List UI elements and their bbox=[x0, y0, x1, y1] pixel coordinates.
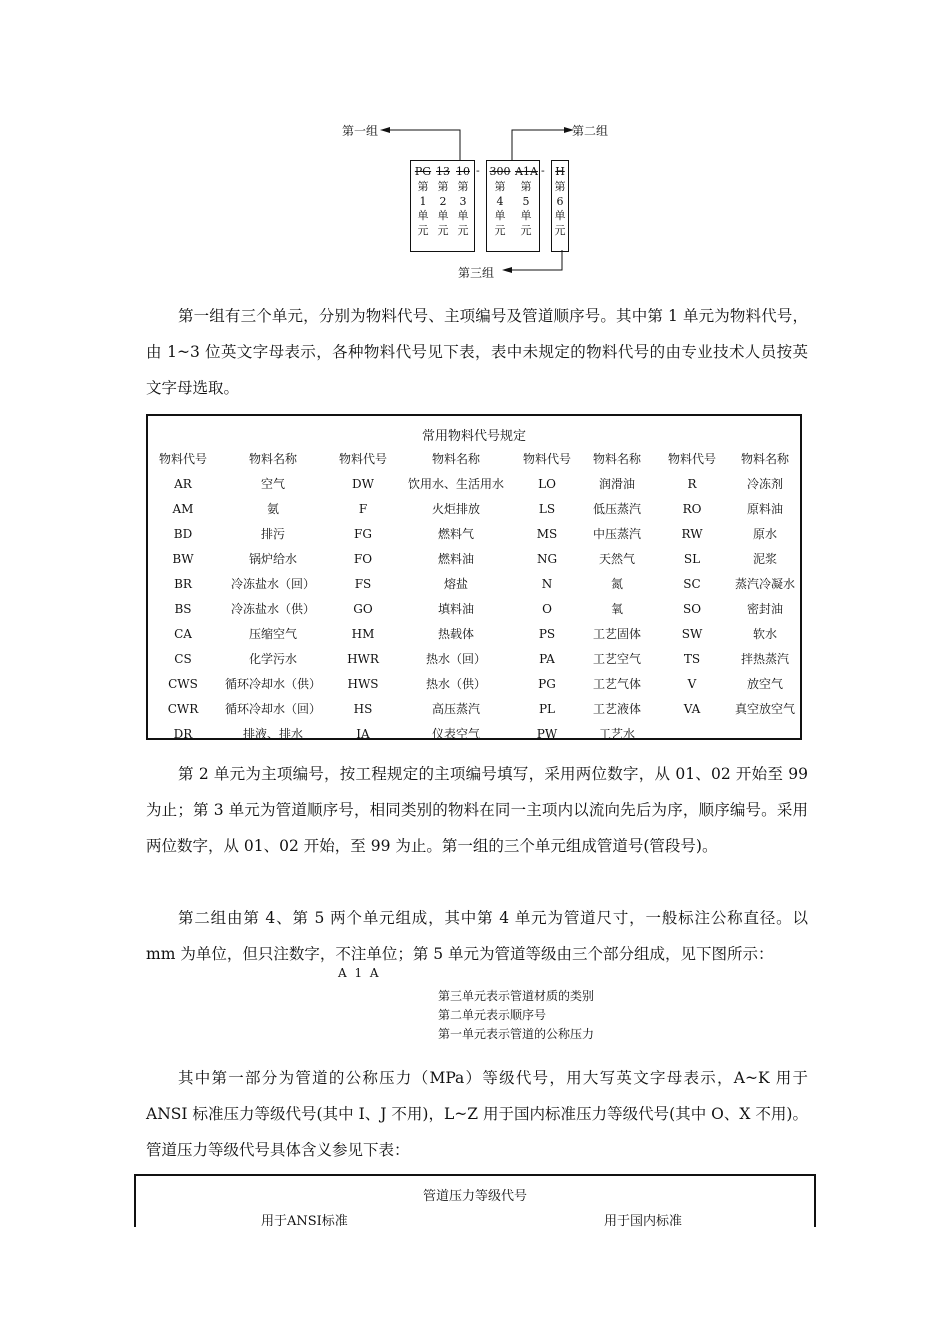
material-code-cell: F bbox=[358, 501, 368, 516]
pipe-code-diagram bbox=[300, 118, 640, 288]
material-code-cell: BD bbox=[173, 526, 193, 541]
material-code-cell: CA bbox=[174, 626, 192, 641]
material-code-cell: PG bbox=[538, 676, 556, 691]
material-name-cell: 仪表空气 bbox=[431, 727, 480, 741]
grade-code: A 1 A bbox=[338, 966, 381, 980]
table-row bbox=[148, 496, 800, 521]
material-name-cell: 拌热蒸汽 bbox=[740, 652, 789, 666]
material-name-cell: 放空气 bbox=[746, 677, 783, 691]
material-name-cell: 工艺空气 bbox=[592, 652, 641, 666]
material-name-cell: 工艺水 bbox=[598, 727, 635, 741]
table-row bbox=[148, 696, 800, 721]
unit-4: 300 第 4 单 元 bbox=[489, 165, 511, 237]
material-code-cell: LO bbox=[538, 476, 556, 491]
material-code-cell: HS bbox=[353, 701, 373, 716]
column-header: 物料代号 bbox=[667, 452, 716, 466]
material-name-cell: 化学污水 bbox=[248, 652, 297, 666]
table-row bbox=[148, 571, 800, 596]
material-name-cell: 热水（供） bbox=[425, 677, 486, 691]
material-name-cell: 氨 bbox=[266, 502, 279, 516]
material-code-cell: DW bbox=[352, 476, 374, 491]
paragraph-4: 其中第一部分为管道的公称压力（MPa）等级代号，用大写英文字母表示，A~K 用于 ANSI 标准压力等级代号(其中 I、J 不用)，L~Z 用于国内标准压力等级代号(其中 O、X 不用)。管道压力等级代号具体含义参见下表： bbox=[146, 1069, 808, 1159]
paragraph-2: 第 2 单元为主项编号，按工程规定的主项编号填写，采用两位数字，从 01、02 开始至 99 为止；第 3 单元为管道顺序号，相同类别的物料在同一主项内以流向先后为序，顺序编号。采用两位数字，从 01、02 开始，至 99 为止。第一组的三个单元组成管道号(管段号)。 bbox=[146, 765, 808, 855]
material-code-cell: V bbox=[687, 676, 697, 691]
material-code-cell: FG bbox=[354, 526, 372, 541]
material-name-cell: 空气 bbox=[260, 477, 285, 491]
material-name-cell: 工艺固体 bbox=[592, 627, 641, 641]
material-code-cell: R bbox=[687, 476, 697, 491]
material-code-cell: DR bbox=[173, 726, 193, 741]
material-name-cell: 低压蒸汽 bbox=[592, 502, 641, 516]
material-code-cell bbox=[654, 721, 730, 746]
pressure-grade-table bbox=[134, 1174, 816, 1227]
material-code-cell: PW bbox=[536, 726, 558, 741]
table-row bbox=[148, 596, 800, 621]
group2-box bbox=[486, 160, 540, 252]
grade-desc-1: 第一单元表示管道的公称压力 bbox=[438, 1027, 595, 1041]
material-code-cell: VA bbox=[683, 701, 701, 716]
separator-1: - bbox=[476, 164, 480, 177]
group1-label: 第一组 bbox=[342, 124, 379, 138]
material-name-cell: 饮用水、生活用水 bbox=[407, 477, 504, 491]
unit-3: 10 第 3 单 元 bbox=[456, 165, 470, 237]
material-code-cell: BS bbox=[174, 601, 192, 616]
grade-desc-2: 第二单元表示顺序号 bbox=[438, 1008, 547, 1022]
material-name-cell: 排污 bbox=[260, 527, 285, 541]
material-name-cell: 真空放空气 bbox=[734, 702, 795, 716]
table-row bbox=[148, 621, 800, 646]
column-header: 物料代号 bbox=[338, 452, 387, 466]
material-name-cell: 蒸汽冷凝水 bbox=[734, 577, 795, 591]
grade-desc-3: 第三单元表示管道材质的类别 bbox=[438, 989, 595, 1003]
group3-box bbox=[551, 160, 569, 252]
material-table-title: 常用物料代号规定 bbox=[421, 429, 526, 444]
table-row bbox=[148, 546, 800, 571]
material-name-cell: 泥浆 bbox=[752, 552, 777, 566]
material-code-cell: MS bbox=[536, 526, 558, 541]
material-name-cell: 冷冻剂 bbox=[746, 477, 783, 491]
table-row bbox=[148, 646, 800, 671]
material-code-cell: SW bbox=[681, 626, 703, 641]
material-name-cell: 密封油 bbox=[746, 602, 783, 616]
material-code-cell: CS bbox=[174, 651, 192, 666]
material-code-cell: GO bbox=[353, 601, 373, 616]
paragraph-1: 第一组有三个单元，分别为物料代号、主项编号及管道顺序号。其中第 1 单元为物料代号，由 1~3 位英文字母表示，各种物料代号见下表，表中未规定的物料代号的由专业技术人员按英文字母选取。 bbox=[146, 307, 808, 397]
pressure-table-title: 管道压力等级代号 bbox=[422, 1189, 527, 1204]
unit-5: A1A 第 5 单 元 bbox=[515, 165, 538, 237]
material-code-cell: HM bbox=[351, 626, 375, 641]
material-code-cell: HWS bbox=[347, 676, 379, 691]
material-name-cell: 填料油 bbox=[437, 602, 474, 616]
unit-1: PG 第 1 单 元 bbox=[414, 165, 432, 237]
material-name-cell: 燃料油 bbox=[437, 552, 474, 566]
material-code-cell: CWS bbox=[168, 676, 198, 691]
material-name-cell: 循环冷却水（回） bbox=[224, 702, 321, 716]
material-name-cell: 排液、排水 bbox=[242, 727, 303, 741]
material-name-cell: 中压蒸汽 bbox=[592, 527, 641, 541]
separator-2: - bbox=[541, 164, 545, 177]
material-code-cell: RO bbox=[682, 501, 702, 516]
material-table-grid bbox=[148, 446, 800, 746]
material-name-cell: 热水（回） bbox=[425, 652, 486, 666]
unit-6: H 第 6 单 元 bbox=[554, 165, 566, 237]
material-code-cell: PL bbox=[538, 701, 556, 716]
material-code-table bbox=[146, 414, 802, 740]
material-code-cell: BW bbox=[172, 551, 194, 566]
material-code-cell: FO bbox=[353, 551, 373, 566]
material-name-cell: 软水 bbox=[752, 627, 777, 641]
material-name-cell: 天然气 bbox=[598, 552, 635, 566]
material-code-cell: AM bbox=[172, 501, 194, 516]
table-row bbox=[148, 471, 800, 496]
material-code-cell: PS bbox=[538, 626, 556, 641]
material-name-cell: 氮 bbox=[610, 577, 623, 591]
material-name-cell: 原水 bbox=[752, 527, 777, 541]
group2-label: 第二组 bbox=[572, 124, 609, 138]
material-name-cell: 工艺气体 bbox=[592, 677, 641, 691]
material-code-cell: NG bbox=[536, 551, 558, 566]
column-header: 物料代号 bbox=[522, 452, 571, 466]
unit-2: 13 第 2 单 元 bbox=[436, 165, 450, 237]
material-name-cell: 燃料气 bbox=[437, 527, 474, 541]
material-name-cell: 氧 bbox=[610, 602, 623, 616]
material-code-cell: RW bbox=[681, 526, 703, 541]
material-name-cell: 冷冻盐水（回） bbox=[230, 577, 315, 591]
material-name-cell: 锅炉给水 bbox=[248, 552, 297, 566]
pressure-domestic-header: 用于国内标准 bbox=[604, 1214, 683, 1229]
material-code-cell: TS bbox=[683, 651, 701, 666]
table-row bbox=[148, 671, 800, 696]
table-header-row bbox=[148, 446, 800, 471]
material-code-cell: IA bbox=[356, 726, 370, 741]
group1-box bbox=[410, 160, 475, 252]
material-code-cell: FS bbox=[354, 576, 372, 591]
material-code-cell: O bbox=[542, 601, 552, 616]
paragraph-3: 第二组由第 4、第 5 两个单元组成，其中第 4 单元为管道尺寸，一般标注公称直径。以 mm 为单位，但只注数字，不注单位；第 5 单元为管道等级由三个部分组成，见下图所示： bbox=[146, 909, 808, 963]
material-code-cell: SC bbox=[683, 576, 701, 591]
material-name-cell: 工艺液体 bbox=[592, 702, 641, 716]
material-code-cell: N bbox=[541, 576, 553, 591]
table-row bbox=[148, 521, 800, 546]
group3-label: 第三组 bbox=[458, 266, 495, 280]
material-name-cell: 火炬排放 bbox=[431, 502, 480, 516]
column-header: 物料名称 bbox=[431, 452, 480, 466]
material-code-cell: CWR bbox=[167, 701, 199, 716]
material-code-cell: PA bbox=[539, 651, 555, 666]
material-name-cell: 压缩空气 bbox=[248, 627, 297, 641]
column-header: 物料名称 bbox=[592, 452, 641, 466]
column-header: 物料名称 bbox=[740, 452, 789, 466]
material-code-cell: BR bbox=[174, 576, 192, 591]
material-code-cell: AR bbox=[174, 476, 192, 491]
material-code-cell: HWR bbox=[347, 651, 379, 666]
material-name-cell: 热载体 bbox=[437, 627, 474, 641]
column-header: 物料名称 bbox=[248, 452, 297, 466]
material-name-cell: 冷冻盐水（供） bbox=[230, 602, 315, 616]
material-name-cell: 高压蒸汽 bbox=[431, 702, 480, 716]
column-header: 物料代号 bbox=[158, 452, 207, 466]
material-code-cell: SL bbox=[683, 551, 701, 566]
material-name-cell: 循环冷却水（供） bbox=[224, 677, 321, 691]
table-row bbox=[148, 721, 800, 746]
material-code-cell: LS bbox=[538, 501, 556, 516]
pressure-ansi-header: 用于ANSI标准 bbox=[261, 1214, 348, 1229]
material-name-cell: 润滑油 bbox=[598, 477, 635, 491]
material-name-cell: 原料油 bbox=[746, 502, 783, 516]
material-name-cell bbox=[730, 721, 800, 746]
material-name-cell: 熔盐 bbox=[443, 577, 468, 591]
material-code-cell: SO bbox=[682, 601, 702, 616]
